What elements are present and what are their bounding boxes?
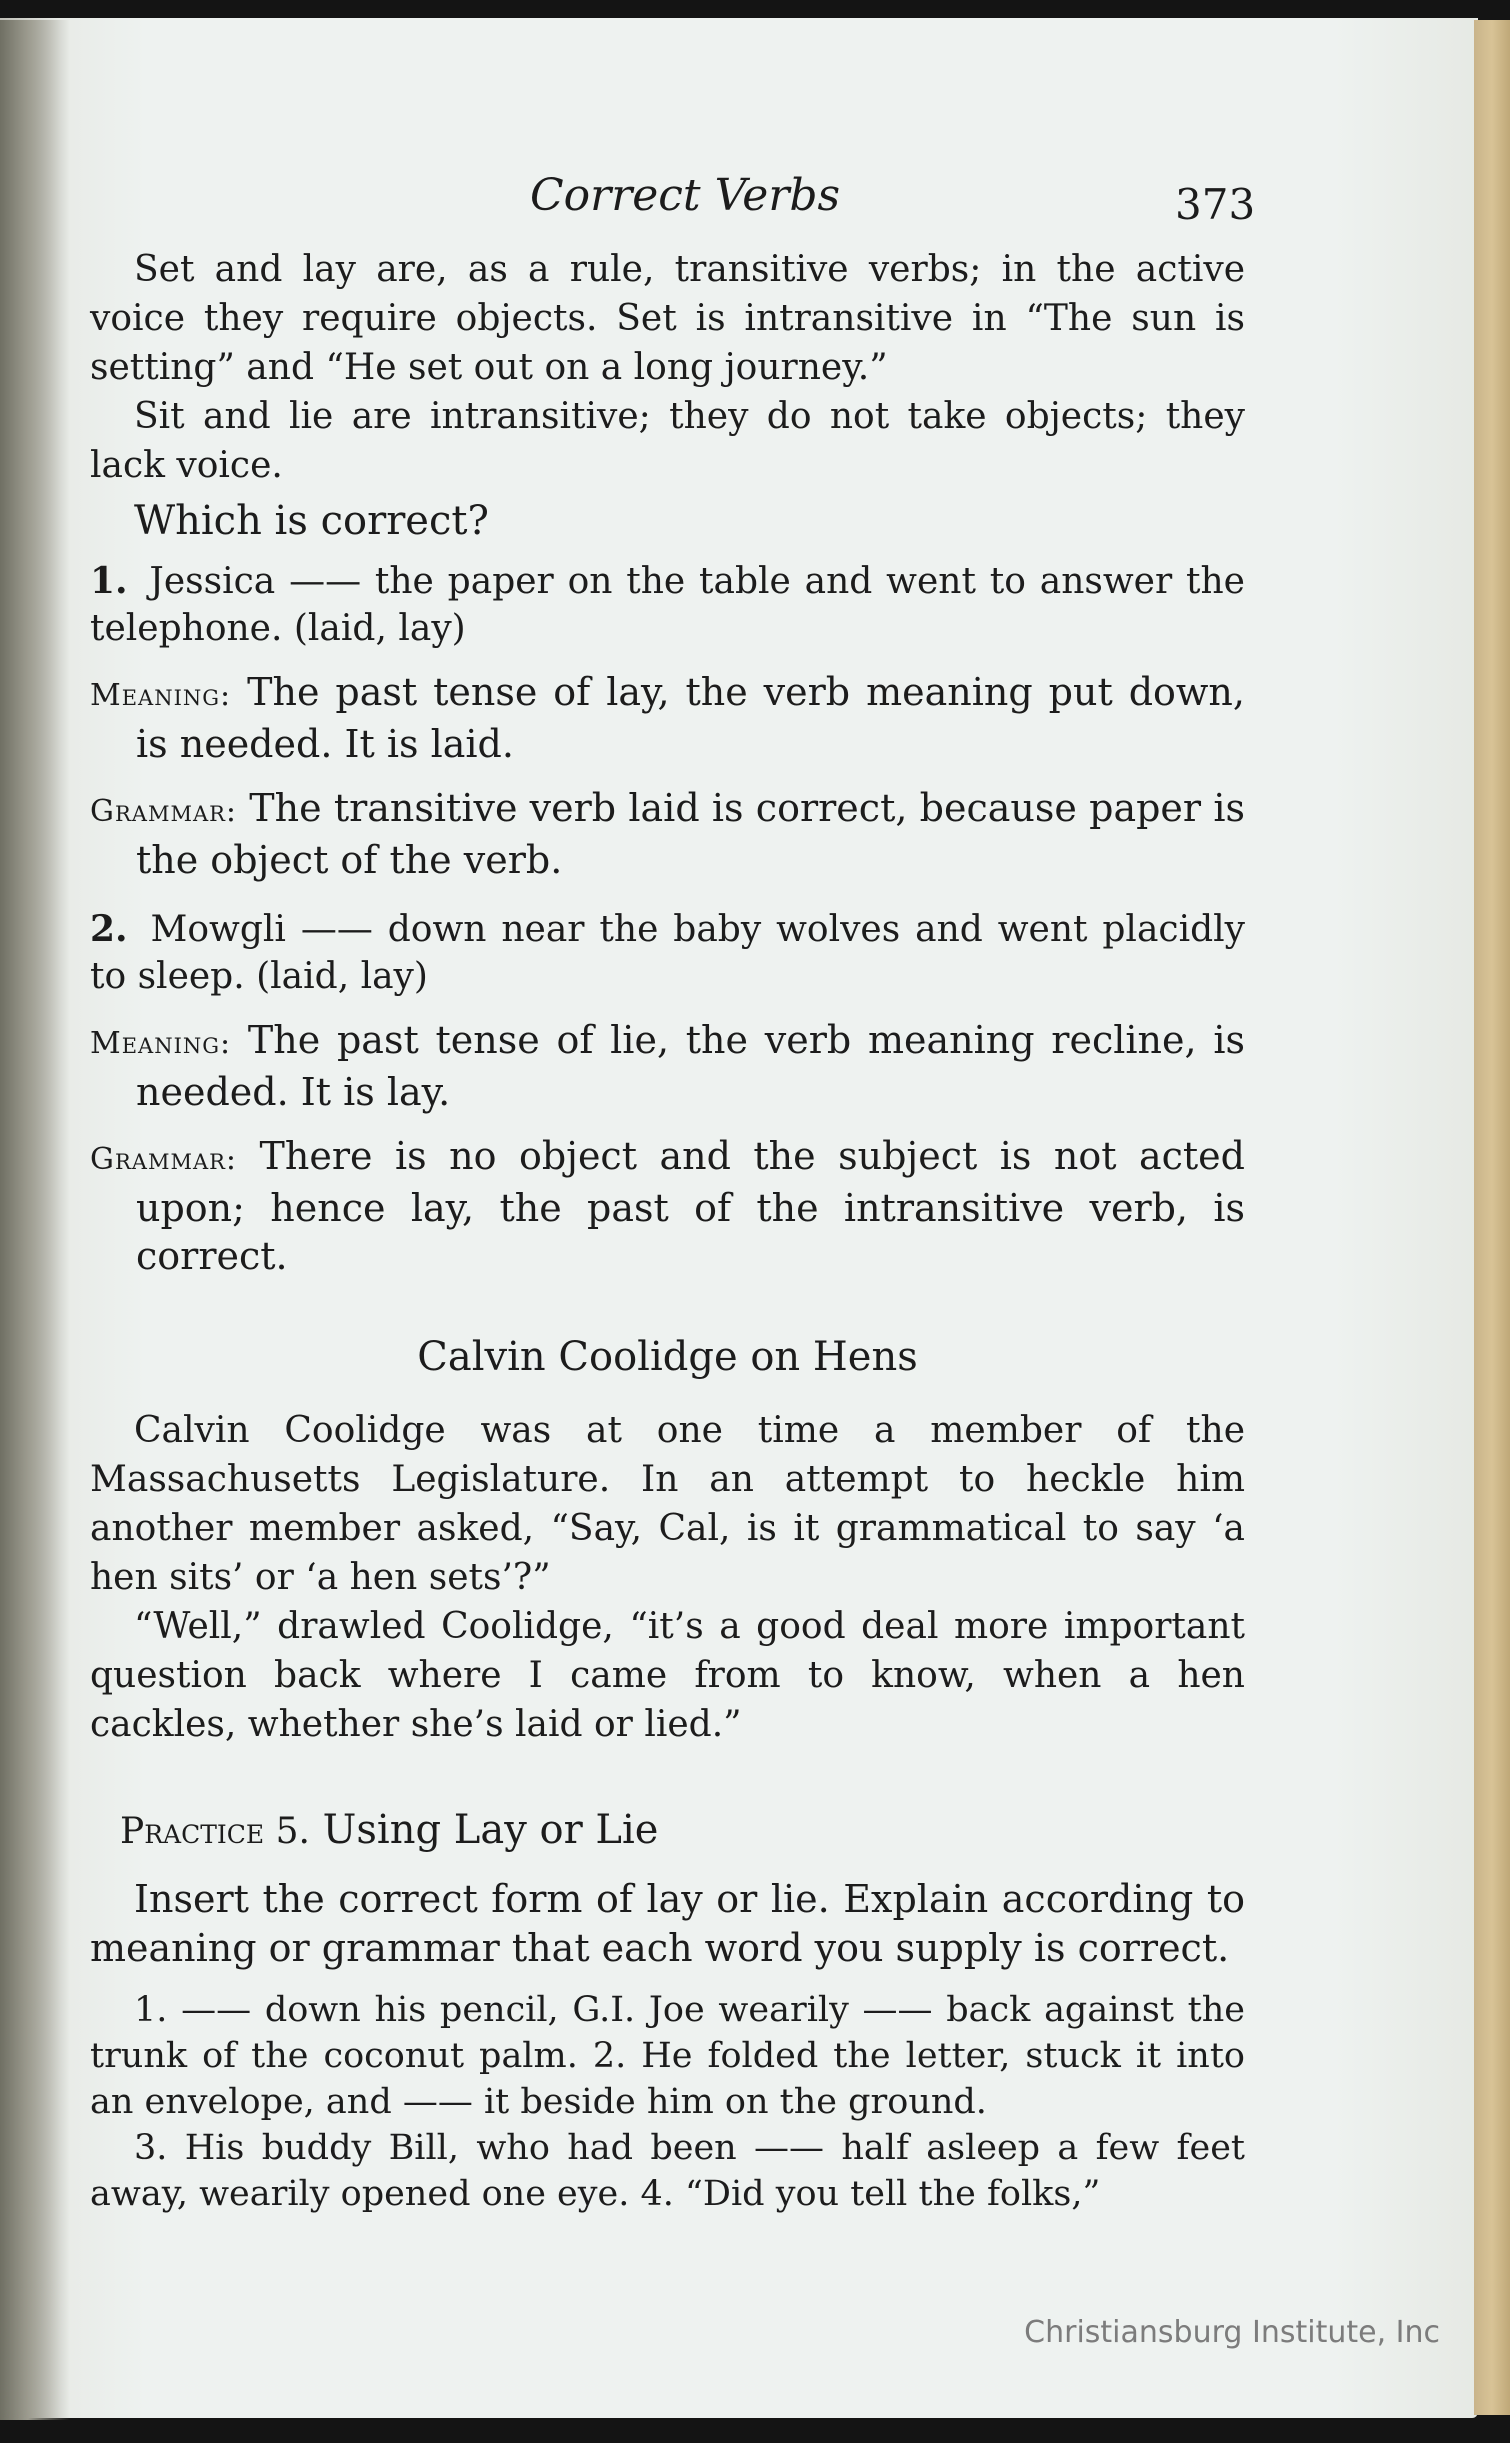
meaning-explanation: [90, 668, 1245, 768]
story-title: Calvin Coolidge on Hens: [417, 1334, 918, 1380]
example-sentence: [90, 558, 1245, 652]
example-text: Jessica —— the paper on the table and went to answer the telephone. (laid, lay): [90, 561, 1245, 649]
meaning-label: Meaning:: [90, 1026, 232, 1061]
exercise-items-1-2: 1. —— down his pencil, G.I. Joe wearily —— back against the trunk of the coconut palm. 2. He folded the letter, stuck it into an envelope, and —— it beside him on the ground.: [90, 1990, 1245, 2122]
page-header: [0, 165, 1478, 229]
grammar-text: The transitive verb laid is correct, because paper is the object of the verb.: [136, 786, 1245, 882]
story-paragraph-2: “Well,” drawled Coolidge, “it’s a good deal more important question back where I came from to know, when a hen cackles, whether she’s laid or lied.”: [90, 1606, 1245, 1745]
page-number: 373: [1175, 180, 1256, 229]
example-text: Mowgli —— down near the baby wolves and went placidly to sleep. (laid, lay): [90, 909, 1245, 997]
grammar-label: Grammar:: [90, 1142, 238, 1177]
example-2: [90, 906, 1245, 1280]
intro-paragraph-set-lay: Set and lay are, as a rule, transitive verbs; in the active voice they require objects. Set is intransitive in “The sun is setting” and “He set out on a long journey.”: [90, 249, 1245, 388]
running-head: Correct Verbs: [530, 170, 841, 221]
example-number: 1.: [90, 560, 128, 602]
meaning-explanation: [90, 1016, 1245, 1116]
grammar-explanation: [90, 784, 1245, 884]
practice-label: Practice 5.: [120, 1811, 310, 1852]
meaning-text: The past tense of lay, the verb meaning put down, is needed. It is laid.: [136, 670, 1245, 766]
example-number: 2.: [90, 908, 128, 950]
meaning-text: The past tense of lie, the verb meaning recline, is needed. It is lay.: [136, 1018, 1245, 1114]
intro-paragraph-sit-lie: Sit and lie are intransitive; they do not take objects; they lack voice.: [90, 396, 1245, 486]
grammar-label: Grammar:: [90, 794, 238, 829]
question-heading: Which is correct?: [134, 498, 489, 544]
practice-instructions: Insert the correct form of lay or lie. Explain according to meaning or grammar that each word you supply is correct.: [90, 1877, 1245, 1970]
watermark: Christiansburg Institute, Inc: [1024, 2315, 1440, 2350]
grammar-explanation: [90, 1132, 1245, 1280]
page-edge: [1474, 20, 1510, 2415]
example-1: [90, 558, 1245, 884]
practice-title-text: Using Lay or Lie: [322, 1807, 659, 1853]
meaning-label: Meaning:: [90, 678, 232, 713]
grammar-text: There is no object and the subject is not acted upon; hence lay, the past of the intransitive verb, is correct.: [136, 1134, 1245, 1278]
practice-heading: [120, 1807, 1245, 1853]
exercise-items-3-4: 3. His buddy Bill, who had been —— half asleep a few feet away, wearily opened one eye. 4. “Did you tell the folks,”: [90, 2128, 1245, 2214]
example-sentence: [90, 906, 1245, 1000]
story-paragraph-1: Calvin Coolidge was at one time a member of the Massachusetts Legislature. In an attempt to heckle him another member asked, “Say, Cal, is it grammatical to say ‘a hen sits’ or ‘a hen sets’?”: [90, 1410, 1245, 1598]
page-gutter-shadow: [0, 20, 70, 2420]
page-content: [90, 245, 1245, 2217]
